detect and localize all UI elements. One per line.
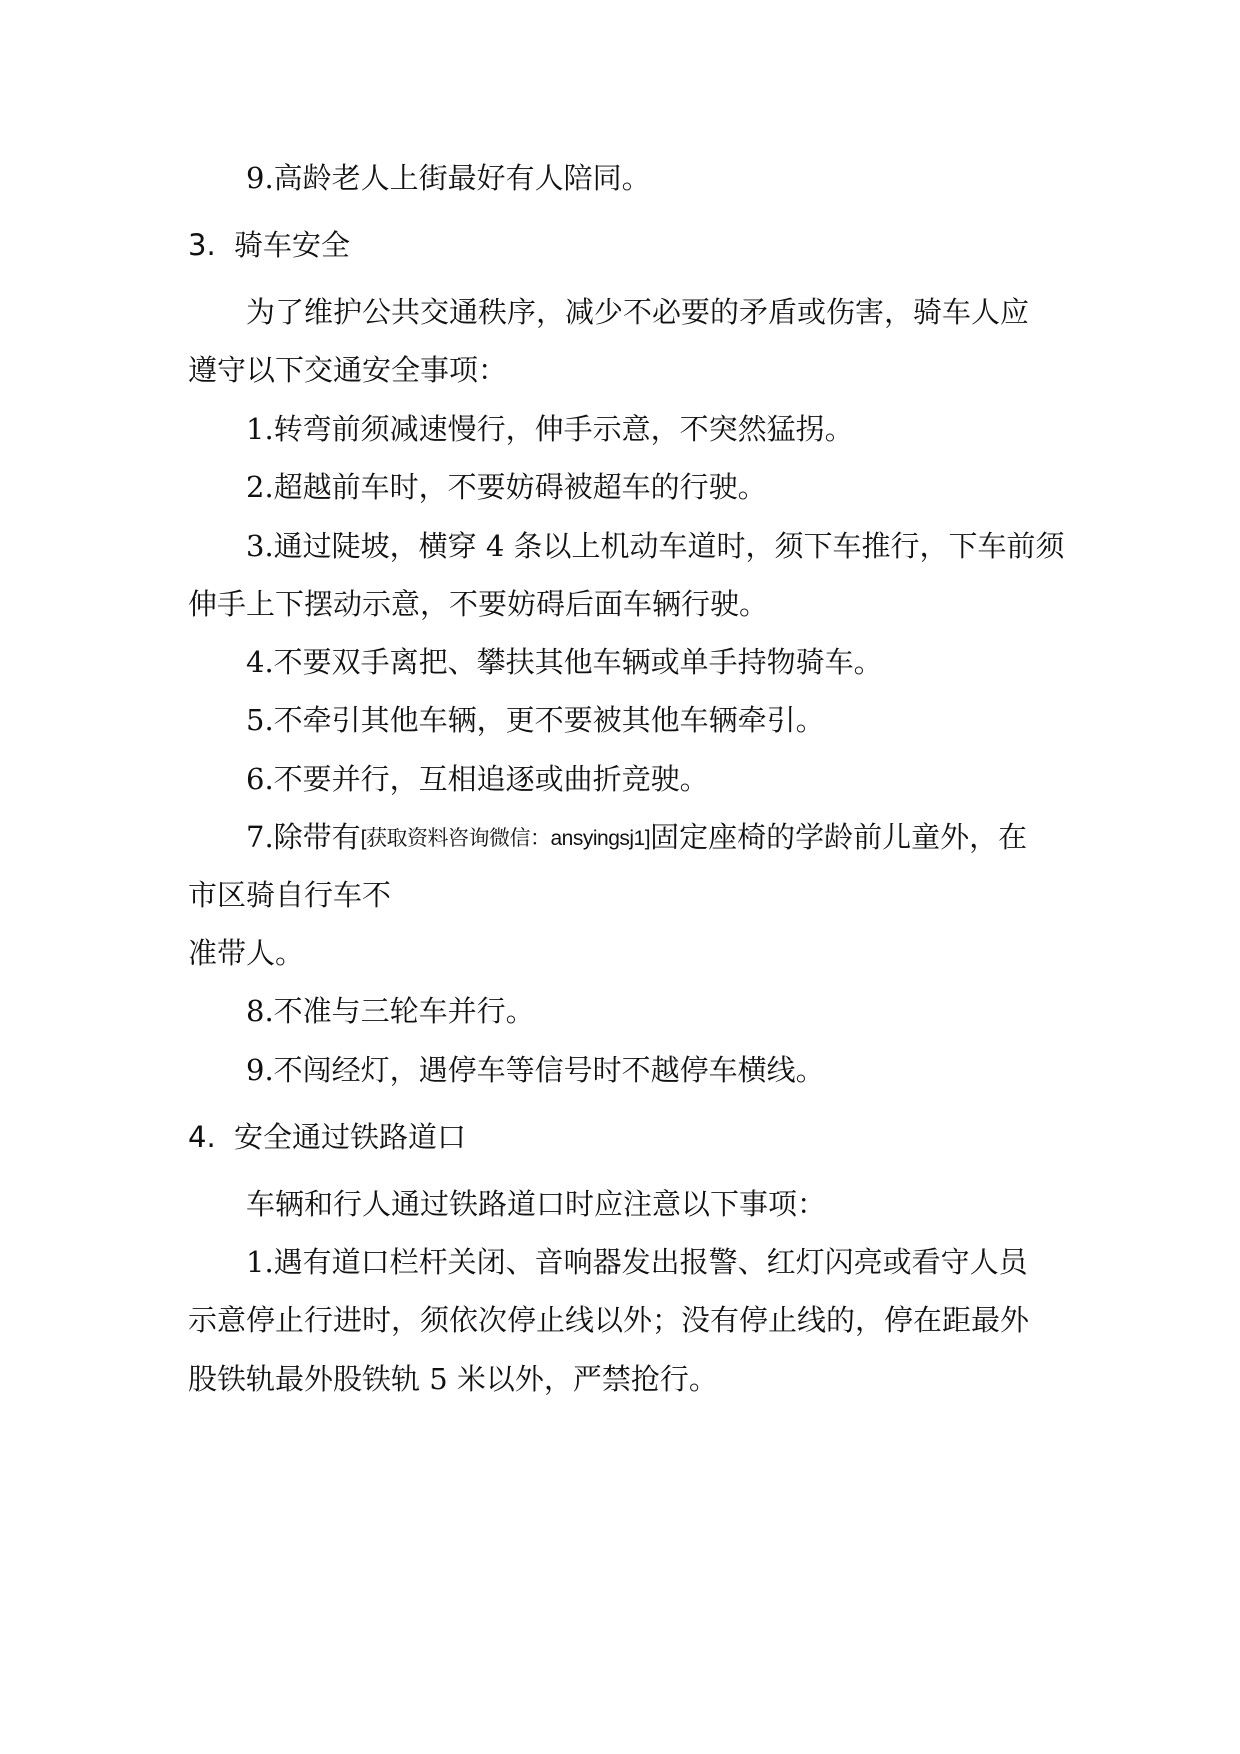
list-item-9: 9.不闯经灯，遇停车等信号时不越停车横线。: [246, 1053, 825, 1087]
list-item-3-line-2: 伸手上下摆动示意，不要妨碍后面车辆行驶。: [188, 587, 769, 621]
railway-item-1-line-3: 股铁轨最外股铁轨 5 米以外，严禁抢行。: [188, 1362, 718, 1396]
list-item-7-line-2: 市区骑自行车不: [188, 878, 392, 912]
list-item-7-line-1: [246, 817, 1027, 857]
list-item-7-line-3: 准带人。: [188, 936, 305, 970]
list-item-8: 8.不准与三轮车并行。: [246, 994, 535, 1028]
list-item-6: 6.不要并行，互相追逐或曲折竞驶。: [246, 762, 709, 796]
list-item-3-line-1: 3.通过陡坡，横穿 4 条以上机动车道时，须下车推行，下车前须: [246, 529, 1065, 563]
paragraph-item-9-elderly: 9.高龄老人上街最好有人陪同。: [246, 161, 651, 195]
paragraph-intro-line-1: 为了维护公共交通秩序，减少不必要的矛盾或伤害，骑车人应: [246, 295, 1030, 329]
list-item-7-text-before: 7.除带有: [246, 820, 361, 854]
railway-item-1-line-2: 示意停止行进时，须依次停止线以外；没有停止线的，停在距最外: [188, 1303, 1030, 1337]
paragraph-intro-line-2: 遵守以下交通安全事项：: [188, 353, 508, 387]
list-item-5: 5.不牵引其他车辆，更不要被其他车辆牵引。: [246, 703, 825, 737]
section-title: 安全通过铁路道口: [234, 1120, 467, 1154]
list-item-1: 1.转弯前须减速慢行，伸手示意，不突然猛拐。: [246, 412, 854, 446]
watermark-contact-text: [获取资料咨询微信：ansyingsj1]: [360, 827, 651, 850]
paragraph-railway-intro: 车辆和行人通过铁路道口时应注意以下事项：: [246, 1187, 827, 1221]
list-item-2: 2.超越前车时，不要妨碍被超车的行驶。: [246, 470, 767, 504]
list-item-4: 4.不要双手离把、攀扶其他车辆或单手持物骑车。: [246, 645, 883, 679]
section-heading-cycling-safety: [188, 225, 350, 265]
section-heading-railway-crossing: [188, 1117, 466, 1157]
section-number: 4.: [188, 1120, 216, 1154]
list-item-7-text-after: 固定座椅的学龄前儿童外，在: [650, 820, 1028, 854]
section-title: 骑车安全: [234, 228, 351, 262]
section-number: 3.: [188, 228, 216, 262]
railway-item-1-line-1: 1.遇有道口栏杆关闭、音响器发出报警、红灯闪亮或看守人员: [246, 1245, 1028, 1279]
